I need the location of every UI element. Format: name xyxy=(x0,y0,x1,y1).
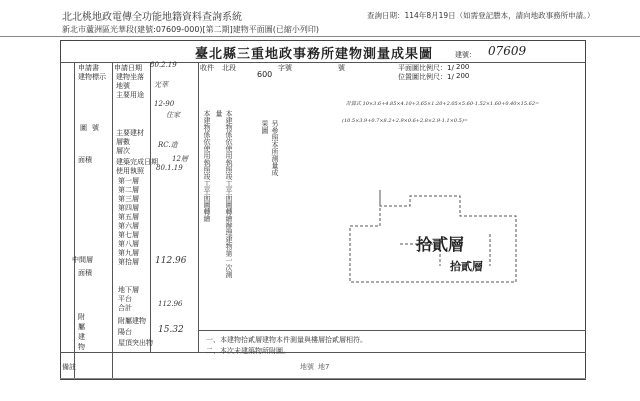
section-value: 光華 xyxy=(154,81,168,89)
note-1: 一、本建物拾貳層建物本件測量與樓層拾貳層相符。 xyxy=(206,336,367,344)
field-section: 北段 xyxy=(222,64,236,72)
row-location: 建物坐落 xyxy=(116,73,144,81)
loc-scale-value: 200 xyxy=(456,72,470,80)
row-license: 使用執照 xyxy=(116,167,144,175)
area-total-value: 112.96 xyxy=(158,300,183,308)
license-date-value: 80.1.19 xyxy=(156,164,183,172)
system-title: 北北桃地政電傳全功能地籍資料查詢系統 xyxy=(62,12,242,23)
row-platform: 平台 xyxy=(118,295,132,303)
field-plan-scale: 平面圖比例尺：1/ xyxy=(398,64,454,72)
formula-2: (10.5×3.9+0.7×8.2+2.9×0.6+2.8×2.9-1.1×0.5)= xyxy=(342,118,468,124)
side-label-8: 附 xyxy=(78,313,85,321)
side-label-11: 物 xyxy=(78,343,85,351)
page-subtitle: 新北市蘆洲區光華段(建號:07609-000)[第二期]建物平面圖(已縮小列印) xyxy=(62,25,320,34)
doc-no-label: 建號： xyxy=(455,51,476,59)
query-info: 查詢日期：114年8月19日（如需登記謄本，請向地政事務所申請。） xyxy=(367,11,595,20)
side-label-3: 圖 xyxy=(80,124,87,132)
field-receipt: 收件 xyxy=(200,64,214,72)
row-floor-3: 第三層 xyxy=(118,195,139,203)
field-number: 號 xyxy=(338,64,345,72)
side-label-10: 建 xyxy=(78,333,85,341)
side-label-9: 屬 xyxy=(78,323,85,331)
row-balcony: 陽台 xyxy=(118,328,132,336)
bottom-rule xyxy=(60,352,586,353)
side-label-4: 號 xyxy=(92,124,99,132)
row-floor-9: 第九層 xyxy=(118,249,139,257)
area-balcony-value: 15.32 xyxy=(158,325,184,335)
doc-no-value: 07609 xyxy=(488,44,527,58)
notes-rule xyxy=(198,330,586,331)
header-separator xyxy=(0,36,640,37)
area-main-value: 112.96 xyxy=(155,256,187,266)
row-floors: 層數 xyxy=(116,138,130,146)
floors-value: 12層 xyxy=(172,155,188,163)
note-2: 二、本次未建築物所附圖。 xyxy=(206,347,290,355)
sheet-number: 600 xyxy=(257,70,273,79)
side-label-1: 申請書 xyxy=(78,64,99,72)
field-loc-scale: 位置圖比例尺：1/ xyxy=(398,73,454,81)
field-apply-date: 申請日期 xyxy=(114,64,142,72)
row-floor-8: 第八層 xyxy=(118,240,139,248)
apply-date-value: 80.2.19 xyxy=(150,61,177,69)
side-label-2: 建物標示 xyxy=(78,73,106,81)
side-label-12: 備註 xyxy=(62,363,76,371)
row-floor-2: 第二層 xyxy=(118,186,139,194)
use-value: 住家 xyxy=(166,111,180,119)
bottom-dash-line xyxy=(60,378,586,379)
material-value: RC.造 xyxy=(158,141,178,149)
floor-plan-title: 拾貳層 xyxy=(416,235,465,254)
form-column-end xyxy=(198,62,199,352)
bottom-lot-label: 地號 xyxy=(300,363,314,371)
vertical-note-1: 本建物係依使用執照竣工平面圖轉繪 xyxy=(203,110,211,222)
row-floor-10: 第拾層 xyxy=(118,258,139,266)
row-use: 主要用途 xyxy=(116,91,144,99)
row-lot: 地號 xyxy=(116,82,130,90)
row-floor-level: 層次 xyxy=(116,147,130,155)
row-floor-7: 第七層 xyxy=(118,231,139,239)
plan-scale-value: 200 xyxy=(456,63,470,71)
form-column-mid xyxy=(112,62,113,380)
row-basement: 地下層 xyxy=(118,286,139,294)
form-column-right xyxy=(150,62,151,352)
row-completion-date: 建築完成日期 xyxy=(116,158,158,166)
side-label-7: 面積 xyxy=(78,269,92,277)
vertical-note-2: 本建物係依使用執照竣工平面圖轉繪辦理建物第一次測量 xyxy=(215,110,233,278)
row-floor-5: 第五層 xyxy=(118,213,139,221)
field-word-no: 字號 xyxy=(278,64,292,72)
bottom-lot-number: 地7 xyxy=(318,363,330,371)
row-floor-4: 第四層 xyxy=(118,204,139,212)
document-title: 臺北縣三重地政事務所建物測量成果圖 xyxy=(195,47,434,62)
side-label-6: 中間層 xyxy=(72,256,93,264)
vertical-note-3: 另參照本所測量成果圖 xyxy=(261,120,279,176)
row-floor-1: 第一層 xyxy=(118,177,139,185)
formula-1: 計算式 10×3.6+4.85×4.10+3.65×1.20+2.05×5.60-1.52×1.60+0.40×15.62= xyxy=(346,101,540,107)
side-label-5: 面積 xyxy=(78,156,92,164)
form-column-left xyxy=(74,62,75,380)
row-annex: 附屬建物 xyxy=(118,317,146,325)
floor-plan-subtitle: 拾貳層 xyxy=(450,260,483,273)
row-floor-6: 第六層 xyxy=(118,222,139,230)
row-material: 主要建材 xyxy=(116,129,144,137)
row-total: 合計 xyxy=(118,304,132,312)
lot-value: 12-90 xyxy=(154,100,175,108)
row-roof: 屋頂突出物 xyxy=(118,339,153,347)
